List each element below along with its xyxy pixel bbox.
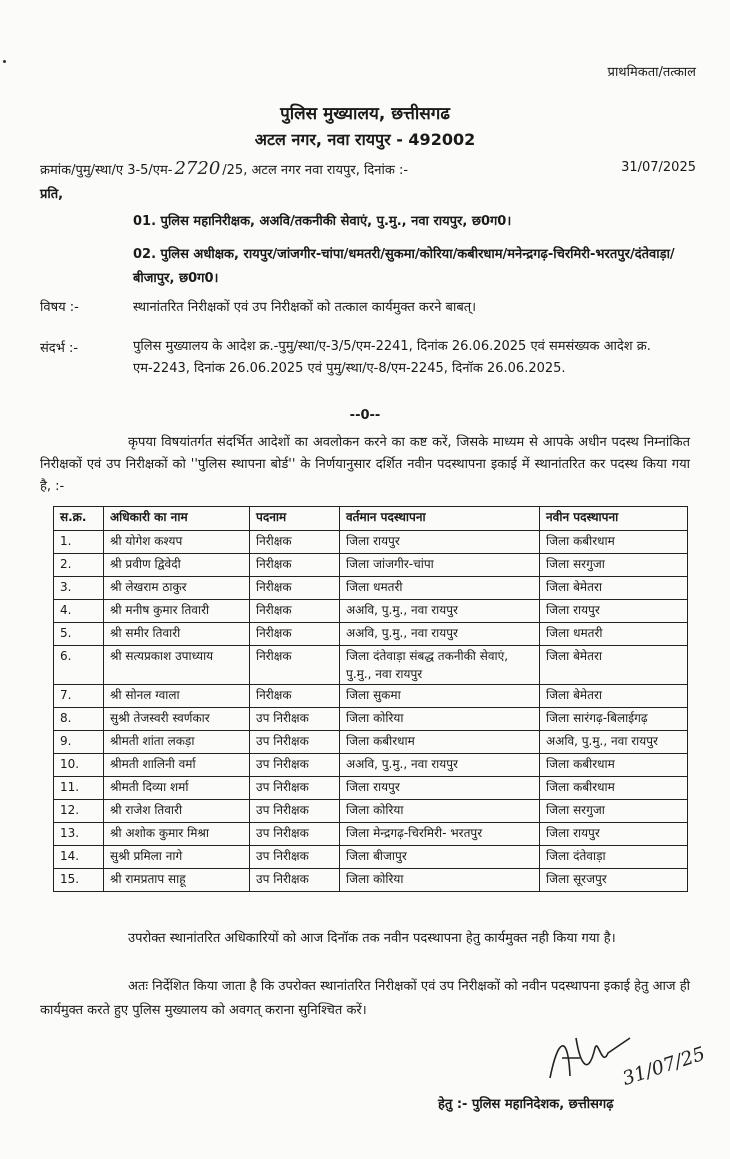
new-posting-cell: जिला दंतेवाड़ा xyxy=(540,846,688,869)
header-designation: पदनाम xyxy=(250,507,340,531)
current-posting-cell: जिला कबीरधाम xyxy=(340,731,540,754)
new-posting-cell: जिला बेमेतरा xyxy=(540,577,688,600)
serial-cell: 10. xyxy=(54,754,104,777)
table-header-row xyxy=(54,507,688,531)
table-row xyxy=(54,777,688,800)
reference-suffix: /25, अटल नगर नवा रायपुर, दिनांक :- xyxy=(222,163,409,178)
serial-cell: 7. xyxy=(54,685,104,708)
table-row xyxy=(54,623,688,646)
table-row xyxy=(54,554,688,577)
new-posting-cell: जिला सरगुजा xyxy=(540,554,688,577)
reference-date: 31/07/2025 xyxy=(621,160,696,175)
designation-cell: उप निरीक्षक xyxy=(250,800,340,823)
table-row xyxy=(54,708,688,731)
new-posting-cell: जिला रायपुर xyxy=(540,600,688,623)
addressee-2: 02. पुलिस अधीक्षक, रायपुर/जांजगीर-चांपा/धमतरी/सुकमा/कोरिया/कबीरधाम/मनेन्द्रगढ़-चिरमिरी-भरतपुर/दंतेवाड़ा/बीजापुर, छ0ग0। xyxy=(133,247,675,286)
header-officer-name: अधिकारी का नाम xyxy=(104,507,250,531)
signature-mark xyxy=(540,1018,730,1098)
serial-cell: 15. xyxy=(54,869,104,892)
table-row xyxy=(54,531,688,554)
current-posting-cell: अअवि, पु.मु., नवा रायपुर xyxy=(340,600,540,623)
current-posting-cell: जिला कोरिया xyxy=(340,800,540,823)
officer-name-cell: श्री समीर तिवारी xyxy=(104,623,250,646)
serial-cell: 11. xyxy=(54,777,104,800)
intro-paragraph: कृपया विषयांतर्गत संदर्भित आदेशों का अवलोकन करने का कष्ट करें, जिसके माध्यम से आपके अधीन पदस्थ निम्नांकित निरीक्षकों एवं उप निरीक्षकों को ''पुलिस स्थापना बोर्ड'' के निर्णयानुसार दर्शित नवीन पदस्थापना इकाई में स्थानांतरित कर पदस्थ किया गया है, :- xyxy=(40,435,690,494)
new-posting-cell: जिला कबीरधाम xyxy=(540,777,688,800)
current-posting-cell: जिला धमतरी xyxy=(340,577,540,600)
table-row xyxy=(54,577,688,600)
section-divider: --0-- xyxy=(349,408,381,423)
subject-text: स्थानांतरित निरीक्षकों एवं उप निरीक्षकों को तत्काल कार्यमुक्त करने बाबत्। xyxy=(133,300,477,315)
designation-cell: उप निरीक्षक xyxy=(250,777,340,800)
serial-cell: 13. xyxy=(54,823,104,846)
handwritten-number: 2720 xyxy=(174,158,221,179)
designation-cell: निरीक्षक xyxy=(250,531,340,554)
officer-name-cell: श्री सत्यप्रकाश उपाध्याय xyxy=(104,646,250,685)
signature-date: 31/07/25 xyxy=(619,1042,708,1090)
officer-name-cell: श्री प्रवीण द्विवेदी xyxy=(104,554,250,577)
current-posting-cell: जिला मेन्द्रगढ़-चिरमिरी- भरतपुर xyxy=(340,823,540,846)
status-paragraph: उपरोक्त स्थानांतरित अधिकारियों को आज दिनॉक तक नवीन पदस्थापना हेतु कार्यमुक्त नही किया गया है। xyxy=(128,931,616,946)
officer-name-cell: श्री रामप्रताप साहू xyxy=(104,869,250,892)
transfer-table xyxy=(53,506,688,892)
office-title: पुलिस मुख्यालय, छत्तीसगढ xyxy=(280,104,450,124)
addressee-1: 01. पुलिस महानिरीक्षक, अअवि/तकनीकी सेवाएं, पु.मु., नवा रायपुर, छ0ग0। xyxy=(133,214,512,229)
issuer-footer: हेतु :- पुलिस महानिदेशक, छत्तीसगढ़ xyxy=(438,1097,614,1112)
serial-cell: 5. xyxy=(54,623,104,646)
officer-name-cell: श्री योगेश कश्यप xyxy=(104,531,250,554)
officer-name-cell: श्री राजेश तिवारी xyxy=(104,800,250,823)
new-posting-cell: जिला धमतरी xyxy=(540,623,688,646)
current-posting-cell: जिला दंतेवाड़ा संबद्ध तकनीकी सेवाएं, पु.मु., नवा रायपुर xyxy=(340,646,540,685)
serial-cell: 1. xyxy=(54,531,104,554)
current-posting-cell: जिला कोरिया xyxy=(340,708,540,731)
table-row xyxy=(54,685,688,708)
table-row xyxy=(54,646,688,685)
new-posting-cell: जिला कबीरधाम xyxy=(540,754,688,777)
serial-cell: 4. xyxy=(54,600,104,623)
officer-name-cell: श्री मनीष कुमार तिवारी xyxy=(104,600,250,623)
designation-cell: निरीक्षक xyxy=(250,685,340,708)
current-posting-cell: जिला जांजगीर-चांपा xyxy=(340,554,540,577)
officer-name-cell: श्रीमती दिव्या शर्मा xyxy=(104,777,250,800)
table-row xyxy=(54,846,688,869)
current-posting-cell: अअवि, पु.मु., नवा रायपुर xyxy=(340,623,540,646)
subject-label: विषय :- xyxy=(40,300,79,315)
reference-text: पुलिस मुख्यालय के आदेश क्र.-पुमु/स्था/ए-3/5/एम-2241, दिनांक 26.06.2025 एवं समसंख्यक आदेश क्र. एम-2243, दिनांक 26.06.2025 एवं पुमु/स्था/ए-8/एम-2245, दिनॉक 26.06.2025. xyxy=(133,339,651,376)
reference-number-line xyxy=(40,158,408,179)
designation-cell: उप निरीक्षक xyxy=(250,846,340,869)
serial-cell: 3. xyxy=(54,577,104,600)
designation-cell: निरीक्षक xyxy=(250,577,340,600)
new-posting-cell: जिला सूरजपुर xyxy=(540,869,688,892)
current-posting-cell: जिला रायपुर xyxy=(340,777,540,800)
serial-cell: 8. xyxy=(54,708,104,731)
serial-cell: 14. xyxy=(54,846,104,869)
officer-name-cell: श्रीमती शांता लकड़ा xyxy=(104,731,250,754)
current-posting-cell: अअवि, पु.मु., नवा रायपुर xyxy=(340,754,540,777)
officer-name-cell: श्री लेखराम ठाकुर xyxy=(104,577,250,600)
officer-name-cell: श्री सोनल ग्वाला xyxy=(104,685,250,708)
signature-scribble xyxy=(550,1038,630,1078)
priority-label: प्राथमिकता/तत्काल xyxy=(607,65,696,80)
header-serial: स.क्र. xyxy=(54,507,104,531)
reference-prefix: क्रमांक/पुमु/स्था/ए 3-5/एम- xyxy=(40,163,173,178)
designation-cell: उप निरीक्षक xyxy=(250,754,340,777)
officer-name-cell: सुश्री तेजस्वरी स्वर्णकार xyxy=(104,708,250,731)
header-new-posting: नवीन पदस्थापना xyxy=(540,507,688,531)
table-row xyxy=(54,869,688,892)
table-row xyxy=(54,600,688,623)
officer-name-cell: सुश्री प्रमिला नागे xyxy=(104,846,250,869)
reference-label: संदर्भ :- xyxy=(40,341,79,356)
designation-cell: निरीक्षक xyxy=(250,600,340,623)
office-address: अटल नगर, नवा रायपुर - 492002 xyxy=(254,130,476,149)
new-posting-cell: जिला रायपुर xyxy=(540,823,688,846)
designation-cell: निरीक्षक xyxy=(250,623,340,646)
serial-cell: 2. xyxy=(54,554,104,577)
new-posting-cell: जिला सरगुजा xyxy=(540,800,688,823)
designation-cell: उप निरीक्षक xyxy=(250,823,340,846)
new-posting-cell: अअवि, पु.मु., नवा रायपुर xyxy=(540,731,688,754)
table-row xyxy=(54,731,688,754)
serial-cell: 9. xyxy=(54,731,104,754)
to-label: प्रति, xyxy=(40,187,64,202)
designation-cell: उप निरीक्षक xyxy=(250,708,340,731)
new-posting-cell: जिला बेमेतरा xyxy=(540,685,688,708)
current-posting-cell: जिला रायपुर xyxy=(340,531,540,554)
serial-cell: 12. xyxy=(54,800,104,823)
officer-name-cell: श्री अशोक कुमार मिश्रा xyxy=(104,823,250,846)
new-posting-cell: जिला बेमेतरा xyxy=(540,646,688,685)
designation-cell: उप निरीक्षक xyxy=(250,869,340,892)
header-current-posting: वर्तमान पदस्थापना xyxy=(340,507,540,531)
table-row xyxy=(54,800,688,823)
new-posting-cell: जिला सारंगढ़-बिलाईगढ़ xyxy=(540,708,688,731)
new-posting-cell: जिला कबीरधाम xyxy=(540,531,688,554)
current-posting-cell: जिला सुकमा xyxy=(340,685,540,708)
current-posting-cell: जिला कोरिया xyxy=(340,869,540,892)
officer-name-cell: श्रीमती शालिनी वर्मा xyxy=(104,754,250,777)
table-row xyxy=(54,754,688,777)
designation-cell: निरीक्षक xyxy=(250,554,340,577)
designation-cell: निरीक्षक xyxy=(250,646,340,685)
scan-speck xyxy=(3,60,6,63)
designation-cell: उप निरीक्षक xyxy=(250,731,340,754)
serial-cell: 6. xyxy=(54,646,104,685)
table-row xyxy=(54,823,688,846)
current-posting-cell: जिला बीजापुर xyxy=(340,846,540,869)
directive-paragraph: अतः निर्देशित किया जाता है कि उपरोक्त स्थानांतरित निरीक्षकों एवं उप निरीक्षकों को नवीन पदस्थापना इकाई हेतु आज ही कार्यमुक्त करते हुए पुलिस मुख्यालय को अवगत् कराना सुनिश्चित करें। xyxy=(40,979,690,1018)
